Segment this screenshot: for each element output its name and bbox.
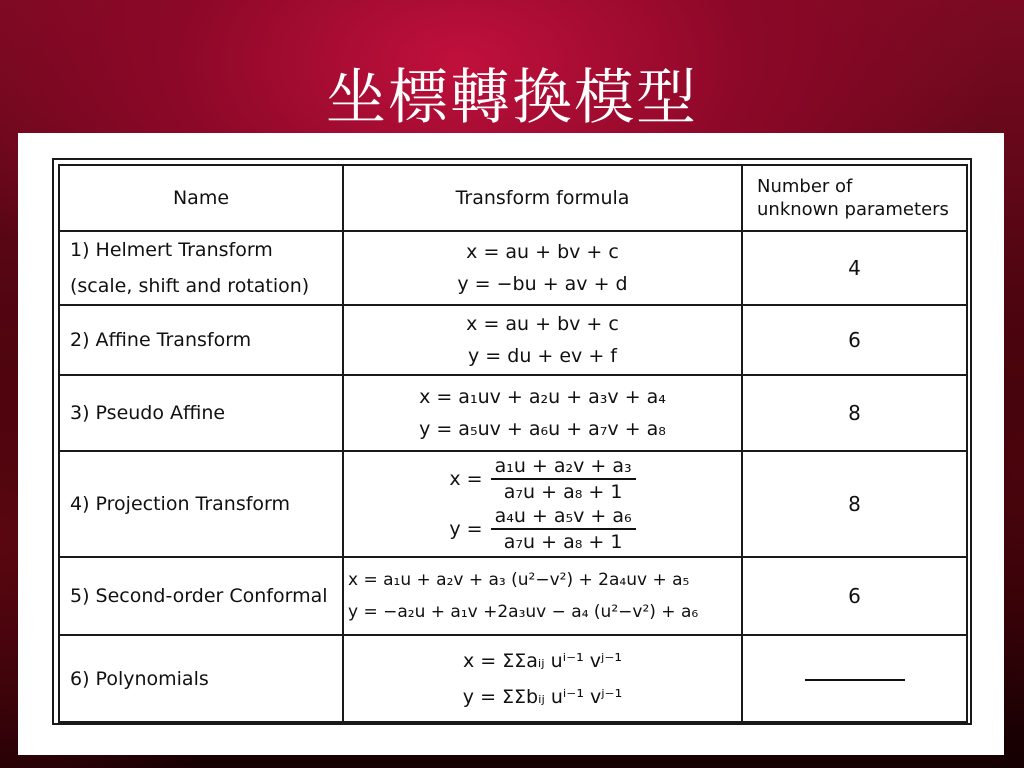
row-name: 6) Polynomials bbox=[59, 635, 343, 722]
transform-models-table bbox=[58, 164, 968, 723]
row-name: 5) Second-order Conformal bbox=[59, 557, 343, 635]
fraction bbox=[491, 454, 636, 504]
denominator: a₇u + a₈ + 1 bbox=[503, 531, 623, 553]
row-params: 4 bbox=[742, 231, 967, 305]
row-name: 4) Projection Transform bbox=[59, 451, 343, 557]
row-formula-cell bbox=[343, 557, 742, 635]
table-row bbox=[59, 635, 967, 722]
table-row bbox=[59, 305, 967, 375]
formula-x: x = au + bv + c bbox=[466, 241, 619, 263]
formula-y: y = du + ev + f bbox=[468, 345, 617, 367]
header-params-line1: Number of bbox=[757, 176, 853, 197]
table-row bbox=[59, 231, 967, 305]
fraction bbox=[491, 504, 636, 554]
row-params: 8 bbox=[742, 375, 967, 451]
formula-x: x = a₁u + a₂v + a₃ (u²−v²) + 2a₄uv + a₅ bbox=[348, 570, 690, 590]
row-params-cell bbox=[742, 635, 967, 722]
row-params: 6 bbox=[742, 305, 967, 375]
row-name: 1) Helmert Transform bbox=[70, 239, 273, 261]
formula-y-lhs: y = bbox=[449, 518, 483, 540]
formula-x: x = a₁uv + a₂u + a₃v + a₄ bbox=[419, 386, 666, 408]
table-row bbox=[59, 557, 967, 635]
table-header-row bbox=[59, 165, 967, 231]
formula-y: y = −a₂u + a₁v +2a₃uv − a₄ (u²−v²) + a₆ bbox=[348, 602, 699, 622]
row-formula-cell bbox=[343, 305, 742, 375]
row-params: 6 bbox=[742, 557, 967, 635]
row-formula-cell bbox=[343, 375, 742, 451]
header-formula: Transform formula bbox=[343, 165, 742, 231]
table-row bbox=[59, 451, 967, 557]
row-formula-cell bbox=[343, 635, 742, 722]
formula-y: y = ΣΣbᵢⱼ uⁱ⁻¹ vʲ⁻¹ bbox=[462, 685, 623, 708]
formula-x: x = ΣΣaᵢⱼ uⁱ⁻¹ vʲ⁻¹ bbox=[463, 649, 622, 672]
row-name: 2) Affine Transform bbox=[59, 305, 343, 375]
numerator: a₁u + a₂v + a₃ bbox=[491, 454, 636, 480]
row-formula-cell bbox=[343, 231, 742, 305]
numerator: a₄u + a₅v + a₆ bbox=[491, 504, 636, 530]
denominator: a₇u + a₈ + 1 bbox=[503, 481, 623, 503]
table-frame bbox=[52, 158, 972, 725]
formula-y-fraction bbox=[344, 504, 741, 554]
header-params-line2: unknown parameters bbox=[757, 199, 949, 220]
header-params bbox=[742, 165, 967, 231]
formula-x-lhs: x = bbox=[449, 468, 483, 490]
table-row bbox=[59, 375, 967, 451]
not-applicable-dash bbox=[805, 679, 905, 681]
row-params: 8 bbox=[742, 451, 967, 557]
row-formula-cell bbox=[343, 451, 742, 557]
slide-title: 坐標轉換模型 bbox=[326, 63, 698, 133]
formula-y: y = a₅uv + a₆u + a₇v + a₈ bbox=[419, 418, 666, 440]
table-panel bbox=[18, 133, 1004, 755]
formula-y: y = −bu + av + d bbox=[457, 273, 628, 295]
header-name: Name bbox=[59, 165, 343, 231]
formula-x-fraction bbox=[344, 454, 741, 504]
row-name-cell bbox=[59, 231, 343, 305]
row-name-subtitle: (scale, shift and rotation) bbox=[70, 275, 310, 297]
row-name: 3) Pseudo Affine bbox=[59, 375, 343, 451]
formula-x: x = au + bv + c bbox=[466, 313, 619, 335]
